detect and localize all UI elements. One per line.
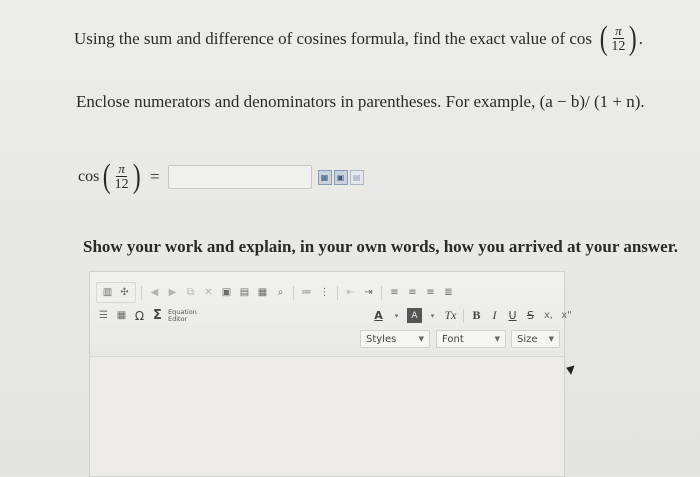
toolbar-row-2 — [96, 308, 198, 323]
italic-button[interactable]: I — [492, 308, 497, 322]
separator — [293, 286, 294, 300]
mouse-cursor-icon — [565, 363, 575, 375]
paren-left: ( — [599, 20, 608, 57]
align-right-icon[interactable]: ≡ — [426, 287, 435, 298]
fraction-denominator: 12 — [114, 177, 129, 192]
equation-icon[interactable]: ▦ — [318, 170, 332, 185]
font-dropdown[interactable] — [436, 330, 506, 348]
toolbar-group-tools — [96, 282, 136, 303]
answer-row — [78, 160, 364, 194]
font-label: Font — [442, 333, 464, 345]
paste-text-icon[interactable]: ▤ — [239, 287, 250, 298]
find-icon[interactable]: ⌕ — [277, 287, 284, 298]
toolbar-row-1 — [96, 282, 456, 303]
numbered-list-icon[interactable]: ≔ — [301, 287, 312, 298]
editor-content-area[interactable] — [90, 357, 564, 476]
prompt-text: Using the sum and difference of cosines formula, find the exact value of cos — [74, 29, 593, 48]
toolbar-format-row — [371, 308, 574, 323]
question-prompt — [74, 22, 643, 56]
chevron-down-icon: ▼ — [418, 335, 424, 343]
fraction-pi-12 — [115, 162, 129, 192]
answer-input[interactable] — [168, 165, 312, 189]
clear-format-button[interactable]: Tx — [444, 308, 457, 322]
instruction-text: Enclose numerators and denominators in parentheses. For example, (a − b)/ (1 + n). — [76, 92, 645, 111]
strikethrough-button[interactable]: S — [527, 309, 534, 322]
rich-text-editor — [89, 271, 572, 477]
fraction-pi-12 — [611, 24, 625, 54]
maximize-icon[interactable]: ✣ — [120, 287, 129, 298]
chevron-down-icon: ▼ — [494, 335, 500, 343]
superscript-button[interactable]: x" — [561, 310, 572, 321]
text-color-dropdown-icon[interactable]: ▾ — [394, 311, 399, 320]
help-icon[interactable]: ▤ — [350, 170, 364, 185]
special-char-omega-icon[interactable]: Ω — [134, 308, 145, 323]
paren-left: ( — [103, 158, 111, 195]
cos-label: cos — [78, 168, 100, 185]
align-center-icon[interactable]: ≡ — [408, 287, 417, 298]
fraction-numerator: π — [615, 23, 622, 38]
paste-icon[interactable]: ▣ — [221, 287, 232, 298]
styles-dropdown[interactable] — [360, 330, 430, 348]
bold-button[interactable]: B — [472, 308, 481, 322]
sigma-icon[interactable]: Σ — [153, 308, 162, 323]
paren-right: ) — [132, 158, 141, 195]
subscript-button[interactable]: x, — [543, 310, 554, 321]
underline-button[interactable]: U — [508, 309, 517, 322]
equation-editor-button[interactable]: Equation Editor — [168, 307, 197, 323]
paste-word-icon[interactable]: ▦ — [257, 287, 268, 298]
source-icon[interactable]: ▥ — [102, 287, 113, 298]
align-left-icon[interactable]: ≡ — [390, 287, 399, 298]
size-dropdown[interactable] — [511, 330, 560, 348]
align-justify-icon[interactable]: ≣ — [444, 287, 453, 298]
chevron-down-icon: ▼ — [548, 335, 554, 343]
undo-icon[interactable]: ◀ — [150, 287, 159, 298]
preview-icon[interactable]: ▣ — [334, 170, 348, 185]
background-color-icon[interactable]: A — [407, 308, 422, 323]
fraction-denominator: 12 — [611, 39, 626, 54]
editor-toolbar — [90, 272, 572, 357]
show-work-heading: Show your work and explain, in your own words, how you arrived at your answer. — [83, 237, 678, 256]
outdent-icon[interactable]: ⇤ — [346, 287, 355, 298]
redo-icon[interactable]: ▶ — [168, 287, 177, 298]
styles-label: Styles — [366, 333, 397, 345]
separator — [463, 309, 464, 323]
copy-icon[interactable]: ⧉ — [186, 287, 195, 298]
bulleted-list-icon[interactable]: ⋮ — [319, 287, 330, 298]
table-icon[interactable]: ▦ — [116, 310, 127, 321]
text-color-button[interactable]: A — [374, 309, 383, 322]
cut-icon[interactable]: ✕ — [204, 287, 213, 298]
horizontal-line-icon[interactable]: ☰ — [99, 310, 108, 321]
size-label: Size — [517, 333, 538, 345]
separator — [337, 286, 338, 300]
answer-tools — [318, 170, 364, 185]
separator — [381, 286, 382, 300]
separator — [141, 286, 142, 300]
indent-icon[interactable]: ⇥ — [364, 287, 373, 298]
bg-color-dropdown-icon[interactable]: ▾ — [430, 311, 435, 320]
paren-right: ) — [629, 20, 637, 57]
equals-sign: = — [149, 167, 160, 186]
fraction-numerator: π — [118, 161, 125, 176]
prompt-end: . — [638, 29, 643, 48]
